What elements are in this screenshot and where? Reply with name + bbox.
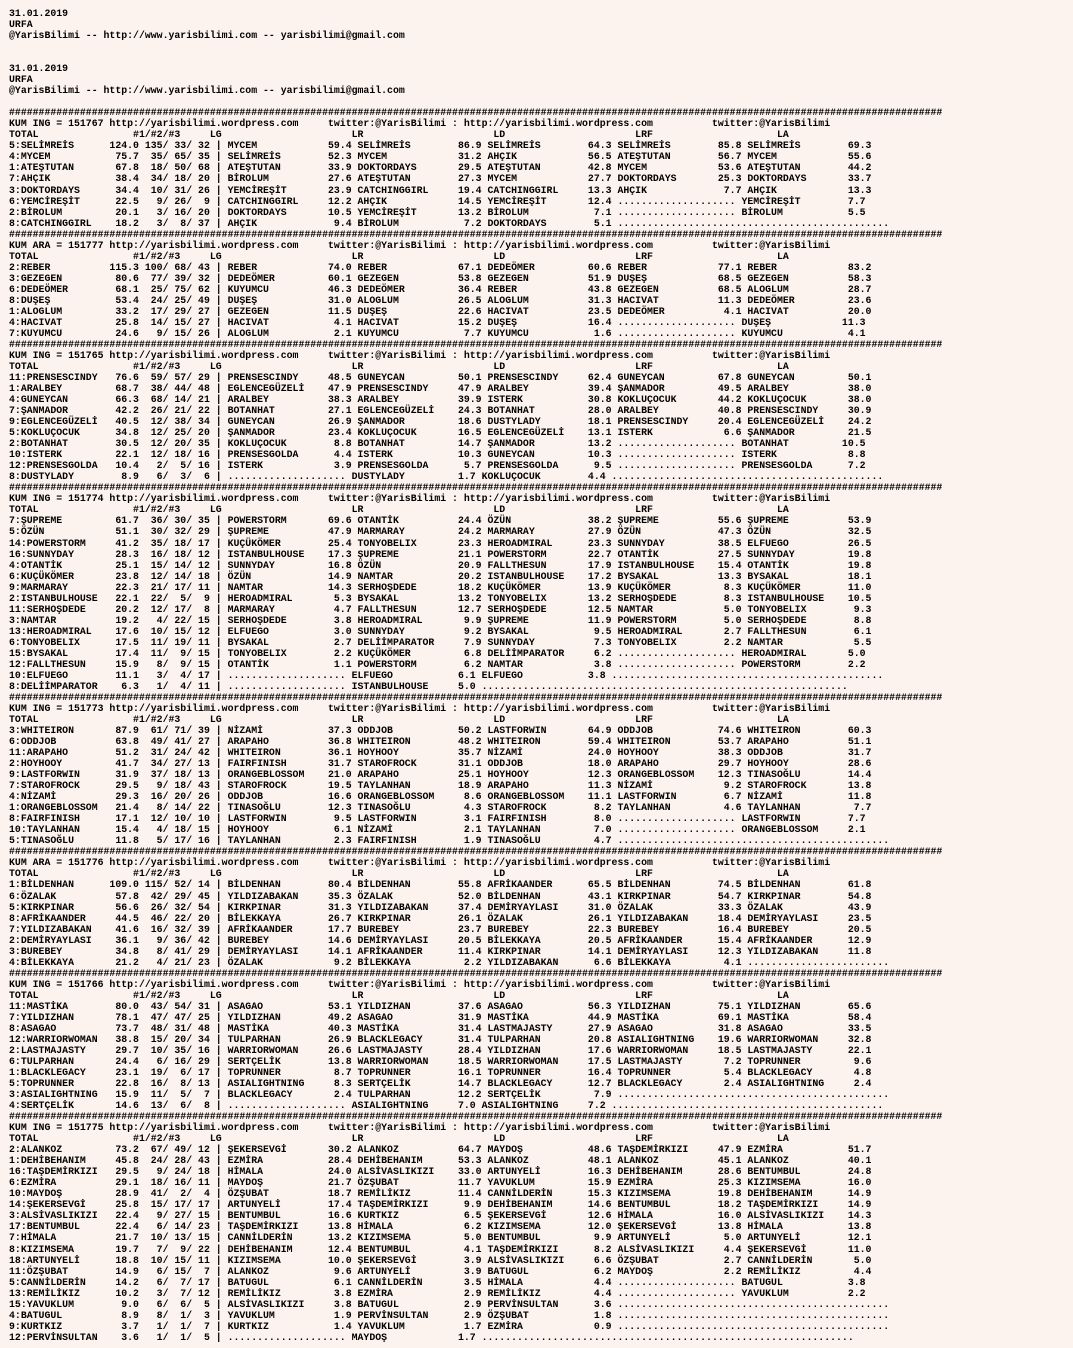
table-row: 8:DUŞEŞ 53.4 24/ 25/ 49 | DUŞEŞ 31.0 ALOGLUM 26.5 ALOGLUM 31.3 HACIVAT 11.3 DEDEÖMER 23.6 [9,294,872,306]
table-row: 14:POWERSTORM 41.2 35/ 18/ 17 | KUÇÜKÖMER 25.4 TONYOBELIX 23.3 HEROADMIRAL 23.3 SUNNYDAY 38.5 ELFUEGO 26.5 [9,537,872,549]
table-row: 16:SUNNYDAY 28.3 16/ 18/ 12 | ISTANBULHOUSE 17.3 ŞUPREME 21.1 POWERSTORM 22.7 OTANTİK 27.5 SUNNYDAY 19.8 [9,548,872,560]
table-row: 8:CATCHINGGIRL 18.2 3/ 8/ 37 | AHÇIK 9.4 BİROLUM 7.2 DOKTORDAYS 5.1 .............................................. [9,217,890,229]
table-row: 4:MYCEM 75.7 35/ 65/ 35 | SELİMREİS 52.3 MYCEM 31.2 AHÇIK 56.5 ATEŞTUTAN 56.7 MYCEM 55.6 [9,151,872,163]
table-row: 5:CANNİLDERİN 14.2 6/ 7/ 17 | BATUGUL 6.1 CANNİLDERİN 3.5 HİMALA 4.4 .................... BATUGUL 3.8 [9,1276,866,1288]
table-row: 11:PRENSESCINDY 76.6 59/ 57/ 29 | PRENSESCINDY 48.5 GUNEYCAN 50.1 PRENSESCINDY 62.4 GUNEYCAN 67.8 GUNEYCAN 50.1 [9,372,872,384]
column-header: TOTAL #1/#2/#3 LG LR LD LRF LA [9,361,789,372]
table-row: 10:MAYDOŞ 28.9 41/ 2/ 4 | ÖZŞUBAT 18.7 REMİLİKIZ 11.4 CANNİLDERİN 15.3 KIZIMSEMA 19.8 DEHİBEHANIM 14.9 [9,1188,872,1200]
table-row: 4:BİLEKKAYA 21.2 4/ 21/ 23 | ÖZALAK 9.2 BİLEKKAYA 2.2 YILDIZABAKAN 6.6 BİLEKKAYA 4.1 ........................ [9,956,890,968]
table-row: 1:ORANGEBLOSSOM 21.4 8/ 14/ 22 | TINASOĞLU 12.3 TINASOĞLU 4.3 STAROFROCK 8.2 TAYLANHAN 4.6 TAYLANHAN 7.7 [9,802,872,814]
table-row: 16:TAŞDEMİRKIZI 29.5 9/ 24/ 18 | HİMALA 24.0 ALSİVASLIKIZI 33.0 ARTUNYELİ 16.3 DEHİBEHANIM 28.6 BENTUMBUL 24.8 [9,1166,872,1178]
table-row: 2:DEMİRYAYLASI 36.1 9/ 36/ 42 | BUREBEY 14.6 DEMİRYAYLASI 20.5 BİLEKKAYA 20.5 AFRİKAANDER 15.4 AFRİKAANDER 12.9 [9,934,872,946]
table-row: 11:MASTİKA 80.0 43/ 54/ 31 | ASAGAO 53.1 YILDIZHAN 37.6 ASAGAO 56.3 YILDIZHAN 75.1 YILDIZHAN 65.6 [9,1000,872,1012]
table-row: 15:BYSAKAL 17.4 11/ 9/ 15 | TONYOBELIX 2.2 KUÇÜKÖMER 6.8 DELİİMPARATOR 6.2 .................... HEROADMIRAL 5.0 [9,647,866,659]
table-row: 4:NİZAMİ 29.3 16/ 20/ 26 | ODDJOB 16.6 ORANGEBLOSSOM 8.6 ORANGEBLOSSOM 11.1 LASTFORWIN 6.7 NİZAMİ 11.8 [9,791,872,803]
table-row: 12:FALLTHESUN 15.9 8/ 9/ 15 | OTANTİK 1.1 POWERSTORM 6.2 NAMTAR 3.8 .................... POWERSTORM 2.2 [9,658,866,670]
table-row: 8:DUSTYLADY 8.9 6/ 3/ 6 | .................... DUSTYLADY 1.7 KOKLUÇOCUK 4.4 .............................................. [9,471,884,483]
table-row: 12:PERVİNSULTAN 3.6 1/ 1/ 5 | .................... MAYDOŞ 1.7 ............................................................... [9,1331,854,1343]
text-line: @YarisBilimi -- http://www.yarisbilimi.com -- yarisbilimi@gmail.com [9,30,405,42]
table-row: 1:DEHİBEHANIM 45.8 24/ 28/ 43 | EZMİRA 28.4 DEHİBEHANIM 53.3 ALANKOZ 48.1 ALANKOZ 45.1 ALANKOZ 40.1 [9,1155,872,1167]
table-row: 14:ŞEKERSEVGİ 25.8 15/ 17/ 17 | ARTUNYELİ 17.4 TAŞDEMİRKIZI 9.9 DEHİBEHANIM 14.6 BENTUMBUL 18.2 TAŞDEMİRKIZI 14.9 [9,1199,872,1211]
race-header: KUM ING = 151774 http://yarisbilimi.wordpress.com twitter:@YarisBilimi : http://yarisbilimi.wordpress.com twitter:@YarisBilimi [9,493,831,505]
race-header: KUM ING = 151773 http://yarisbilimi.wordpress.com twitter:@YarisBilimi : http://yarisbilimi.wordpress.com twitter:@YarisBilimi [9,702,831,714]
table-row: 10:ELFUEGO 11.1 3/ 4/ 17 | .................... ELFUEGO 6.1 ELFUEGO 3.8 .............................................. [9,669,884,681]
separator-line: ############################################################################################################################################################## [9,482,943,494]
table-row: 2:ISTANBULHOUSE 22.1 22/ 5/ 9 | HEROADMIRAL 5.3 BYSAKAL 13.2 TONYOBELIX 13.2 SERHOŞDEDE 8.3 ISTANBULHOUSE 10.5 [9,592,872,604]
separator-line: ############################################################################################################################################################## [9,691,943,703]
table-row: 7:AHÇIK 38.4 34/ 18/ 20 | BİROLUM 27.6 ATEŞTUTAN 27.3 MYCEM 27.7 DOKTORDAYS 25.3 DOKTORDAYS 33.7 [9,173,872,185]
separator-line: ############################################################################################################################################################## [9,1111,943,1123]
text-line: @YarisBilimi -- http://www.yarisbilimi.com -- yarisbilimi@gmail.com [9,85,405,97]
table-row: 6:YEMCİREŞİT 22.5 9/ 26/ 9 | CATCHINGGIRL 12.2 AHÇIK 14.5 YEMCİREŞİT 12.4 .................... YEMCİREŞİT 7.7 [9,195,866,207]
table-row: 6:TULPARHAN 24.4 6/ 16/ 29 | SERTÇELİK 13.8 WARRIORWOMAN 18.5 WARRIORWOMAN 17.5 LASTMAJASTY 7.2 TOPRUNNER 9.6 [9,1055,872,1067]
race-header: KUM ING = 151765 http://yarisbilimi.wordpress.com twitter:@YarisBilimi : http://yarisbilimi.wordpress.com twitter:@YarisBilimi [9,349,831,361]
table-row: 2:HOYHOOY 41.7 34/ 27/ 13 | FAIRFINISH 31.7 STAROFROCK 31.1 ODDJOB 18.0 ARAPAHO 29.7 HOYHOOY 28.6 [9,758,872,770]
race-header: KUM ING = 151767 http://yarisbilimi.wordpress.com twitter:@YarisBilimi : http://yarisbilimi.wordpress.com twitter:@YarisBilimi [9,118,831,130]
separator-line: ############################################################################################################################################################## [9,107,943,119]
table-row: 11:ÖZŞUBAT 14.9 6/ 15/ 7 | ALANKOZ 9.6 ARTUNYELİ 3.9 BATUGUL 6.2 MAYDOŞ 2.2 REMİLİKIZ 4.4 [9,1265,872,1277]
table-row: 6:ÖZALAK 57.8 42/ 29/ 45 | YILDIZABAKAN 35.3 ÖZALAK 52.0 BİLDENHAN 43.1 KIRKPINAR 54.7 KIRKPINAR 54.8 [9,890,872,902]
table-row: 18:ARTUNYELİ 18.8 10/ 15/ 11 | KIZIMSEMA 10.0 ŞEKERSEVGİ 3.9 ALSİVASLIKIZI 6.6 ÖZŞUBAT 2.7 CANNİLDERİN 5.0 [9,1254,872,1266]
table-row: 11:ARAPAHO 51.2 31/ 24/ 42 | WHITEIRON 36.1 HOYHOOY 35.7 NİZAMİ 24.0 HOYHOOY 38.3 ODDJOB 31.7 [9,747,872,759]
table-row: 8:ASAGAO 73.7 48/ 31/ 48 | MASTİKA 40.3 MASTİKA 31.4 LASTMAJASTY 27.9 ASAGAO 31.8 ASAGAO 33.5 [9,1022,872,1034]
table-row: 7:YILDIZHAN 78.1 47/ 47/ 25 | YILDIZHAN 49.2 ASAGAO 31.9 MASTİKA 44.9 MASTİKA 69.1 MASTİKA 58.4 [9,1011,872,1023]
column-header: TOTAL #1/#2/#3 LG LR LD LRF LA [9,250,789,262]
table-row: 1:BLACKLEGACY 23.1 19/ 6/ 17 | TOPRUNNER 8.7 TOPRUNNER 16.1 TOPRUNNER 16.4 TOPRUNNER 5.4 BLACKLEGACY 4.8 [9,1067,872,1078]
table-row: 4:SERTÇELİK 14.6 13/ 6/ 8 | .................... ASIALIGHTNING 7.0 ASIALIGHTNING 7.2 .............................................. [9,1100,884,1112]
table-row: 10:ISTERK 22.1 12/ 18/ 16 | PRENSESGOLDA 4.4 ISTERK 10.3 GUNEYCAN 10.3 .................... ISTERK 8.8 [9,449,866,461]
table-row: 3:DOKTORDAYS 34.4 10/ 31/ 26 | YEMCİREŞİT 23.9 CATCHINGGIRL 19.4 CATCHINGGIRL 13.3 AHÇIK 7.7 AHÇIK 13.3 [9,184,872,196]
column-header: TOTAL #1/#2/#3 LG LR LD LRF LA [9,129,789,141]
table-row: 7:YILDIZABAKAN 41.6 16/ 32/ 39 | AFRİKAANDER 17.7 BUREBEY 23.7 BUREBEY 22.3 BUREBEY 16.4 BUREBEY 20.5 [9,923,872,935]
column-header: TOTAL #1/#2/#3 LG LR LD LRF LA [9,1133,789,1145]
column-header: TOTAL #1/#2/#3 LG LR LD LRF LA [9,989,789,1001]
table-row: 5:SELİMREİS 124.0 135/ 33/ 32 | MYCEM 59.4 SELİMREİS 86.9 SELİMREİS 64.3 SELİMREİS 85.8 SELİMREİS 69.3 [9,140,872,152]
race-report-document [9,8,942,1343]
separator-line: ############################################################################################################################################################## [9,967,943,979]
table-row: 6:KUÇÜKÖMER 23.8 12/ 14/ 18 | ÖZÜN 14.9 NAMTAR 20.2 ISTANBULHOUSE 17.2 BYSAKAL 13.3 BYSAKAL 18.1 [9,570,872,582]
table-row: 9:MARMARAY 22.3 21/ 17/ 11 | NAMTAR 14.3 SERHOŞDEDE 18.2 KUÇÜKÖMER 13.9 KUÇÜKÖMER 8.3 KUÇÜKÖMER 11.0 [9,581,872,593]
column-header: TOTAL #1/#2/#3 LG LR LD LRF LA [9,714,789,725]
table-row: 10:TAYLANHAN 15.4 4/ 18/ 15 | HOYHOOY 6.1 NİZAMİ 2.1 TAYLANHAN 7.0 .................... ORANGEBLOSSOM 2.1 [9,824,866,836]
table-row: 9:EGLENCEGÜZELİ 40.5 12/ 38/ 34 | GUNEYCAN 26.9 ŞANMADOR 18.6 DUSTYLADY 18.1 PRENSESCINDY 20.4 EGLENCEGÜZELİ 24.2 [9,416,872,428]
table-row: 2:REBER 115.3 100/ 68/ 43 | REBER 74.0 REBER 67.1 DEDEÖMER 60.6 REBER 77.1 REBER 83.2 [9,261,872,273]
separator-line: ############################################################################################################################################################## [9,228,943,240]
table-row: 8:DELİİMPARATOR 6.3 1/ 4/ 11 | .................... ISTANBULHOUSE 5.0 .............................................................. [9,680,848,692]
table-row: 5:KOKLUÇOCUK 34.8 12/ 25/ 20 | ŞANMADOR 23.4 KOKLUÇOCUK 16.5 EGLENCEGÜZELİ 13.1 ISTERK 6.6 ŞANMADOR 21.5 [9,427,872,439]
report-date: 31.01.2019 [9,8,69,19]
table-row: 13:REMİLİKIZ 10.2 3/ 7/ 12 | REMİLİKIZ 3.8 EZMİRA 2.9 REMİLİKIZ 4.4 .................... YAVUKLUM 2.2 [9,1287,866,1299]
table-row: 6:TONYOBELIX 17.5 11/ 19/ 11 | BYSAKAL 2.7 DELİİMPARATOR 7.9 SUNNYDAY 7.3 TONYOBELIX 2.2 NAMTAR 5.5 [9,636,872,648]
text-line: URFA [9,74,33,86]
race-header: KUM ING = 151775 http://yarisbilimi.wordpress.com twitter:@YarisBilimi : http://yarisbilimi.wordpress.com twitter:@YarisBilimi [9,1122,831,1134]
table-row: 2:LASTMAJASTY 29.7 10/ 35/ 16 | WARRIORWOMAN 26.6 LASTMAJASTY 28.4 YILDIZHAN 17.6 WARRIORWOMAN 18.5 LASTMAJASTY 22.1 [9,1044,872,1056]
table-row: 4:BATUGUL 8.9 8/ 1/ 3 | YAVUKLUM 1.9 PERVİNSULTAN 2.9 ÖZŞUBAT 1.8 .............................................. [9,1309,890,1321]
table-row: 8:FAIRFINISH 17.1 12/ 10/ 10 | LASTFORWIN 9.5 LASTFORWIN 3.1 FAIRFINISH 8.0 .................... LASTFORWIN 7.7 [9,813,866,825]
table-row: 11:SERHOŞDEDE 20.2 12/ 17/ 8 | MARMARAY 4.7 FALLTHESUN 12.7 SERHOŞDEDE 12.5 NAMTAR 5.0 TONYOBELIX 9.3 [9,603,872,615]
table-row: 3:BUREBEY 34.8 8/ 41/ 29 | DEMİRYAYLASI 14.1 AFRİKAANDER 11.4 KIRKPINAR 14.1 DEMİRYAYLASI 12.3 YILDIZABAKAN 11.8 [9,945,872,957]
table-row: 6:ODDJOB 63.8 49/ 41/ 27 | ARAPAHO 36.8 WHITEIRON 48.2 WHITEIRON 59.4 WHITEIRON 53.7 ARAPAHO 51.1 [9,736,872,748]
table-row: 12:PRENSESGOLDA 10.4 2/ 5/ 16 | ISTERK 3.9 PRENSESGOLDA 5.7 PRENSESGOLDA 9.5 .................... PRENSESGOLDA 7.2 [9,460,866,472]
table-row: 5:TINASOĞLU 11.8 5/ 17/ 16 | TAYLANHAN 2.3 FAIRFINISH 1.9 TINASOĞLU 4.7 .............................................. [9,835,890,847]
table-row: 7:STAROFROCK 29.5 9/ 18/ 43 | STAROFROCK 19.5 TAYLANHAN 18.9 ARAPAHO 11.3 NİZAMİ 9.2 STAROFROCK 13.8 [9,780,872,792]
column-header: TOTAL #1/#2/#3 LG LR LD LRF LA [9,504,789,516]
table-row: 3:WHITEIRON 87.9 61/ 71/ 39 | NİZAMİ 37.3 ODDJOB 50.2 LASTFORWIN 64.9 ODDJOB 74.6 WHITEIRON 60.3 [9,725,872,737]
table-row: 1:BİLDENHAN 109.0 115/ 52/ 14 | BİLDENHAN 80.4 BİLDENHAN 55.8 AFRİKAANDER 65.5 BİLDENHAN 74.5 BİLDENHAN 61.8 [9,879,872,891]
table-row: 17:BENTUMBUL 22.4 6/ 14/ 23 | TAŞDEMİRKIZI 13.8 HİMALA 6.2 KIZIMSEMA 12.0 ŞEKERSEVGİ 13.8 HİMALA 13.8 [9,1221,872,1233]
table-row: 1:ARALBEY 68.7 38/ 44/ 48 | EGLENCEGÜZELİ 47.9 PRENSESCINDY 47.9 ARALBEY 39.4 ŞANMADOR 49.5 ARALBEY 38.0 [9,383,872,395]
table-row: 13:HEROADMIRAL 17.6 10/ 15/ 12 | ELFUEGO 3.0 SUNNYDAY 9.2 BYSAKAL 9.5 HEROADMIRAL 2.7 FALLTHESUN 6.1 [9,625,872,637]
table-row: 5:ÖZÜN 51.1 30/ 32/ 29 | ŞUPREME 47.9 MARMARAY 24.2 MARMARAY 27.9 ÖZÜN 47.3 ÖZÜN 32.5 [9,526,872,538]
race-header: KUM ARA = 151776 http://yarisbilimi.wordpress.com twitter:@YarisBilimi : http://yarisbilimi.wordpress.com twitter:@YarisBilimi [9,857,831,869]
separator-line: ############################################################################################################################################################## [9,338,943,350]
table-row: 1:ATEŞTUTAN 67.8 18/ 50/ 68 | ATEŞTUTAN 33.9 DOKTORDAYS 29.5 ATEŞTUTAN 42.8 MYCEM 53.6 ATEŞTUTAN 44.2 [9,162,872,174]
table-row: 5:TOPRUNNER 22.8 16/ 8/ 13 | ASIALIGHTNING 8.3 SERTÇELİK 14.7 BLACKLEGACY 12.7 BLACKLEGACY 2.4 ASIALIGHTNING 2.4 [9,1078,872,1090]
table-row: 7:ŞUPREME 61.7 36/ 30/ 35 | POWERSTORM 69.6 OTANTİK 24.4 ÖZÜN 38.2 ŞUPREME 55.6 ŞUPREME 53.9 [9,515,872,527]
table-row: 15:YAVUKLUM 9.0 6/ 6/ 5 | ALSİVASLIKIZI 3.8 BATUGUL 2.9 PERVİNSULTAN 3.6 .............................................. [9,1298,890,1310]
table-row: 8:AFRİKAANDER 44.5 46/ 22/ 20 | BİLEKKAYA 26.7 KIRKPINAR 26.1 ÖZALAK 26.1 YILDIZABAKAN 18.4 DEMİRYAYLASI 23.5 [9,912,872,924]
column-header: TOTAL #1/#2/#3 LG LR LD LRF LA [9,868,789,880]
separator-line: ############################################################################################################################################################## [9,846,943,858]
table-row: 2:BİROLUM 20.1 3/ 16/ 20 | DOKTORDAYS 10.5 YEMCİREŞİT 13.2 BİROLUM 7.1 .................... BİROLUM 5.5 [9,206,866,218]
table-row: 4:GUNEYCAN 66.3 68/ 14/ 21 | ARALBEY 38.3 ARALBEY 39.9 ISTERK 30.8 KOKLUÇOCUK 44.2 KOKLUÇOCUK 38.0 [9,394,872,406]
table-row: 5:KIRKPINAR 56.6 26/ 32/ 54 | KIRKPINAR 31.3 YILDIZABAKAN 37.4 DEMİRYAYLASI 31.0 ÖZALAK 33.3 ÖZALAK 43.9 [9,901,872,913]
table-row: 9:KURTKIZ 3.7 1/ 1/ 7 | KURTKIZ 1.4 YAVUKLUM 1.7 EZMİRA 0.9 .............................................. [9,1320,890,1332]
text-line: URFA [9,19,33,31]
table-row: 2:BOTANHAT 30.5 12/ 20/ 35 | KOKLUÇOCUK 8.8 BOTANHAT 14.7 ŞANMADOR 13.2 .................... BOTANHAT 10.5 [9,438,866,450]
table-row: 3:ALSİVASLIKIZI 22.4 9/ 27/ 15 | BENTUMBUL 16.6 KURTKIZ 6.5 ŞEKERSEVGİ 12.6 HİMALA 16.0 ALSİVASLIKIZI 14.3 [9,1210,872,1222]
table-row: 8:KIZIMSEMA 19.7 7/ 9/ 22 | DEHİBEHANIM 12.4 BENTUMBUL 4.1 TAŞDEMİRKIZI 8.2 ALSİVASLIKIZI 4.4 ŞEKERSEVGİ 11.0 [9,1243,872,1255]
table-row: 7:HİMALA 21.7 10/ 13/ 15 | CANNİLDERİN 13.2 KIZIMSEMA 5.0 BENTUMBUL 9.9 ARTUNYELİ 5.0 ARTUNYELİ 12.1 [9,1232,872,1244]
table-row: 4:OTANTİK 25.1 15/ 14/ 12 | SUNNYDAY 16.8 ÖZÜN 20.9 FALLTHESUN 17.9 ISTANBULHOUSE 15.4 OTANTİK 19.8 [9,559,872,571]
table-row: 6:EZMİRA 29.1 18/ 16/ 11 | MAYDOŞ 21.7 ÖZŞUBAT 11.7 YAVUKLUM 15.9 EZMİRA 25.3 KIZIMSEMA 16.0 [9,1177,872,1189]
table-row: 7:KUYUMCU 24.6 9/ 15/ 26 | ALOGLUM 2.1 KUYUMCU 7.7 KUYUMCU 1.6 .................... KUYUMCU 4.1 [9,327,866,339]
table-row: 1:ALOGLUM 33.2 17/ 29/ 27 | GEZEGEN 11.5 DUŞEŞ 22.6 HACIVAT 23.5 DEDEÖMER 4.1 HACIVAT 20.0 [9,305,872,317]
race-header: KUM ARA = 151777 http://yarisbilimi.wordpress.com twitter:@YarisBilimi : http://yarisbilimi.wordpress.com twitter:@YarisBilimi [9,239,831,251]
table-row: 3:ASIALIGHTNING 15.9 11/ 5/ 7 | BLACKLEGACY 2.4 TULPARHAN 12.2 SERTÇELİK 7.9 .............................................. [9,1089,890,1101]
table-row: 2:ALANKOZ 73.2 67/ 49/ 12 | ŞEKERSEVGİ 30.2 ALANKOZ 64.7 MAYDOŞ 48.6 TAŞDEMİRKIZI 47.9 EZMİRA 51.7 [9,1144,872,1156]
race-header: KUM ING = 151766 http://yarisbilimi.wordpress.com twitter:@YarisBilimi : http://yarisbilimi.wordpress.com twitter:@YarisBilimi [9,978,831,990]
table-row: 3:GEZEGEN 80.6 77/ 39/ 32 | DEDEÖMER 60.1 GEZEGEN 53.8 GEZEGEN 51.9 DUŞEŞ 68.5 GEZEGEN 58.3 [9,272,872,284]
report-date: 31.01.2019 [9,63,69,75]
table-row: 4:HACIVAT 25.8 14/ 15/ 27 | HACIVAT 4.1 HACIVAT 15.2 DUŞEŞ 16.4 .................... DUŞEŞ 11.3 [9,316,866,328]
table-row: 3:NAMTAR 19.2 4/ 22/ 15 | SERHOŞDEDE 3.8 HEROADMIRAL 9.9 ŞUPREME 11.9 POWERSTORM 5.0 SERHOŞDEDE 8.8 [9,614,872,626]
table-row: 6:DEDEÖMER 68.1 25/ 75/ 62 | KUYUMCU 46.3 DEDEÖMER 36.4 REBER 43.8 GEZEGEN 68.5 ALOGLUM 28.7 [9,283,872,295]
table-row: 7:ŞANMADOR 42.2 26/ 21/ 22 | BOTANHAT 27.1 EGLENCEGÜZELİ 24.3 BOTANHAT 28.0 ARALBEY 40.8 PRENSESCINDY 30.9 [9,405,872,417]
table-row: 9:LASTFORWIN 31.9 37/ 18/ 13 | ORANGEBLOSSOM 21.0 ARAPAHO 25.1 HOYHOOY 12.3 ORANGEBLOSSOM 12.3 TINASOĞLU 14.4 [9,769,872,781]
table-row: 12:WARRIORWOMAN 38.8 15/ 20/ 34 | TULPARHAN 26.9 BLACKLEGACY 31.4 TULPARHAN 20.8 ASIALIGHTNING 19.6 WARRIORWOMAN 32.8 [9,1033,872,1045]
